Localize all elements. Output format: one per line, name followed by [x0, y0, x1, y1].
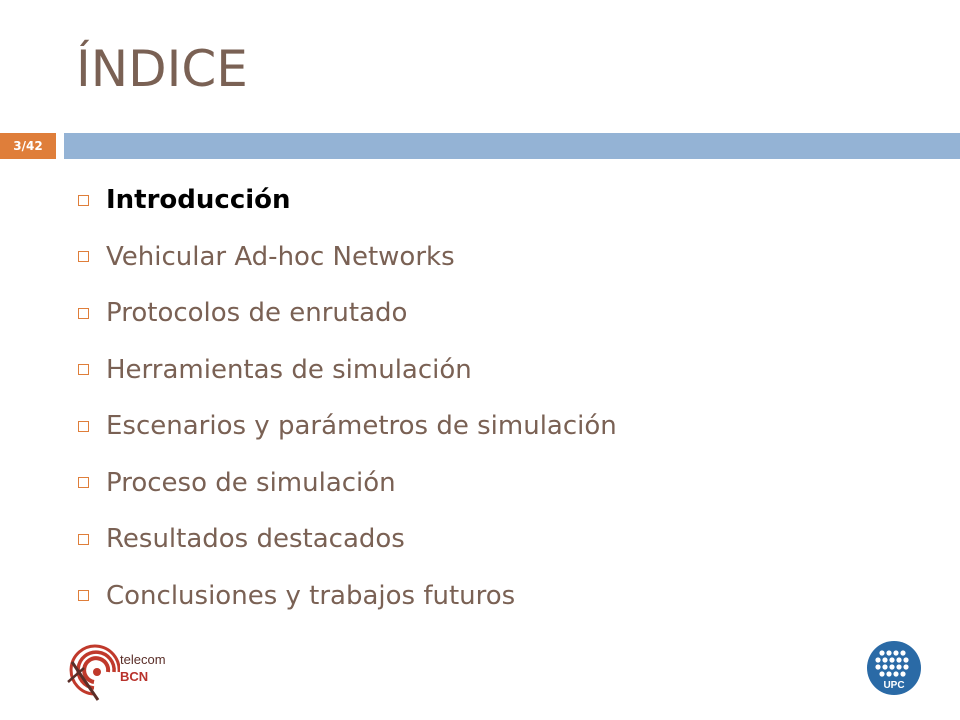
page-number-badge: 3/42	[0, 133, 56, 159]
toc-item-conclusiones	[78, 568, 617, 625]
telecom-signal-icon	[64, 642, 120, 704]
square-bullet-icon	[78, 477, 89, 488]
telecom-logo-text: telecom	[120, 652, 166, 667]
square-bullet-icon	[78, 251, 89, 262]
toc-item-escenarios	[78, 398, 617, 455]
upc-logo	[866, 640, 922, 696]
toc-item-introduccion	[78, 172, 617, 229]
toc-item-label: Protocolos de enrutado	[106, 298, 408, 329]
title-divider-bar	[64, 133, 960, 159]
upc-dots-icon	[866, 640, 922, 696]
telecom-bcn-logo	[64, 642, 174, 704]
toc-item-vanet	[78, 229, 617, 286]
toc-item-label: Resultados destacados	[106, 524, 405, 555]
toc-item-proceso	[78, 455, 617, 512]
upc-logo-text: UPC	[883, 680, 905, 691]
square-bullet-icon	[78, 421, 89, 432]
square-bullet-icon	[78, 364, 89, 375]
table-of-contents	[78, 172, 617, 624]
toc-item-protocolos	[78, 285, 617, 342]
toc-item-label: Escenarios y parámetros de simulación	[106, 411, 617, 442]
toc-item-label: Proceso de simulación	[106, 467, 396, 498]
toc-item-label: Introducción	[106, 185, 291, 216]
toc-item-herramientas	[78, 342, 617, 399]
toc-item-label: Conclusiones y trabajos futuros	[106, 580, 516, 611]
square-bullet-icon	[78, 308, 89, 319]
toc-item-label: Vehicular Ad-hoc Networks	[106, 241, 455, 272]
square-bullet-icon	[78, 195, 89, 206]
toc-item-resultados	[78, 511, 617, 568]
square-bullet-icon	[78, 534, 89, 545]
square-bullet-icon	[78, 590, 89, 601]
toc-item-label: Herramientas de simulación	[106, 354, 472, 385]
slide-title: ÍNDICE	[76, 40, 248, 98]
bcn-logo-text: BCN	[120, 669, 149, 684]
